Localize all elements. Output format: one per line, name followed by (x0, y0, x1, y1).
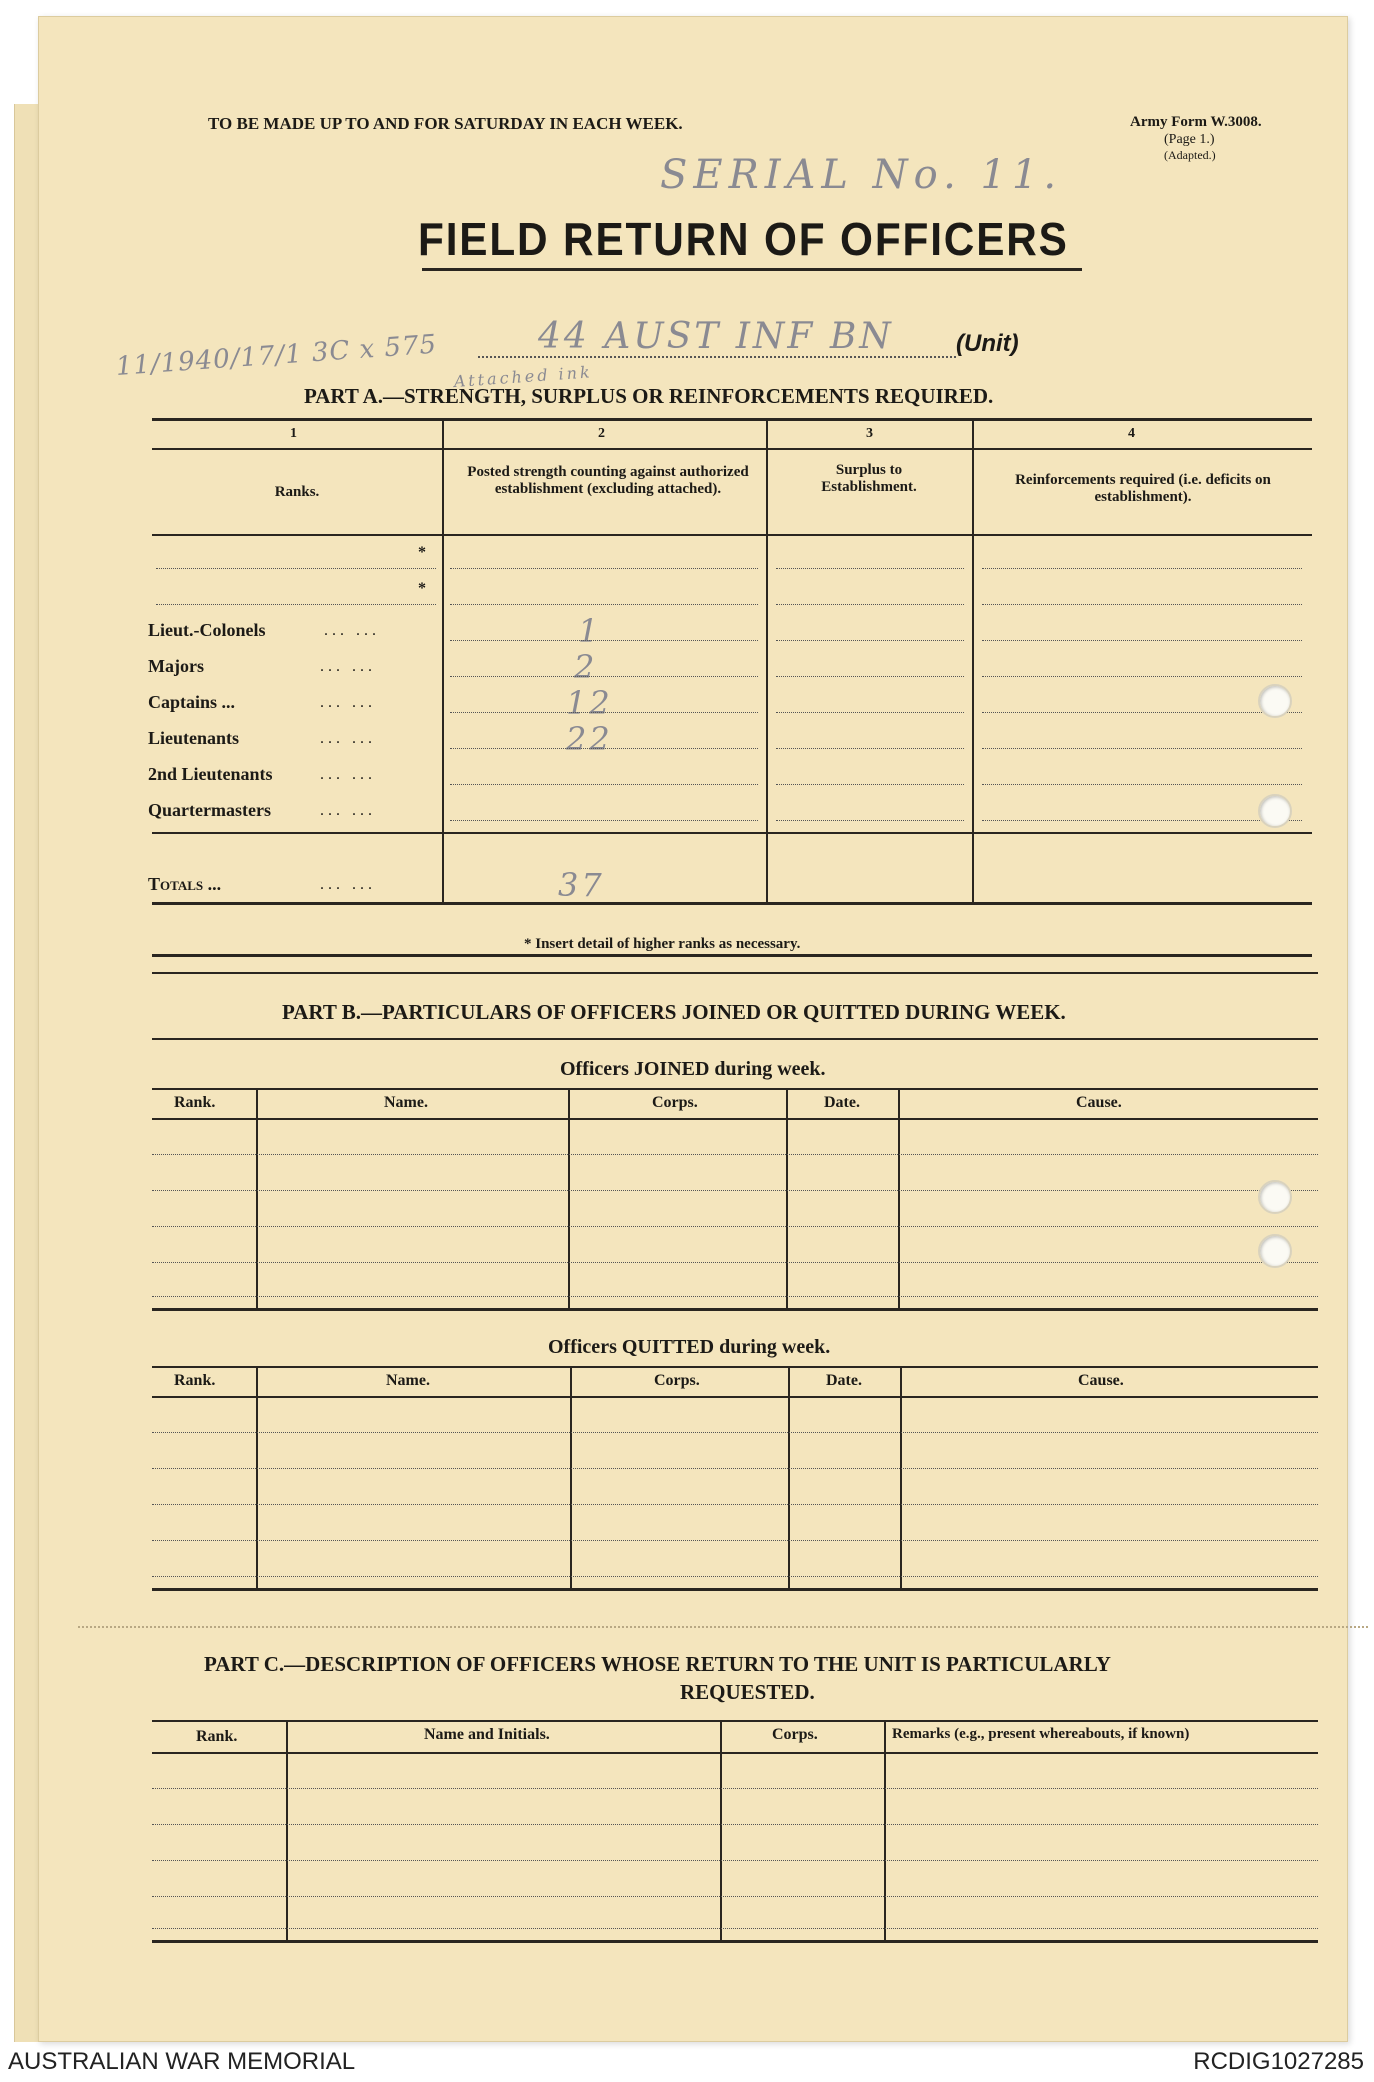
part-c-heading-line2: REQUESTED. (680, 1680, 815, 1704)
posted-lieut-colonels: 1 (578, 612, 602, 650)
column-number-1: 1 (290, 426, 297, 441)
header-ranks: Ranks. (274, 484, 320, 500)
quitted-title: Officers QUITTED during week. (548, 1336, 831, 1358)
col-name: Name. (384, 1094, 428, 1111)
column-number-4: 4 (1128, 426, 1135, 441)
rank-2nd-lieutenants: 2nd Lieutenants (148, 764, 273, 784)
rank-quartermasters: Quartermasters (148, 800, 271, 820)
title-underline (422, 268, 1082, 271)
punch-hole (1258, 1234, 1292, 1268)
page-title: FIELD RETURN OF OFFICERS (418, 213, 1069, 265)
part-b-heading: PART B.—PARTICULARS OF OFFICERS JOINED OR QUITTED DURING WEEK. (282, 1000, 1066, 1024)
top-instruction: TO BE MADE UP TO AND FOR SATURDAY IN EACH WEEK. (208, 114, 683, 133)
col-name: Name. (386, 1372, 430, 1389)
footer-archive-name: AUSTRALIAN WAR MEMORIAL (8, 2048, 356, 2075)
col-rank: Rank. (174, 1372, 216, 1389)
page-number: (Page 1.) (1164, 132, 1215, 147)
form-number: Army Form W.3008. (1130, 114, 1262, 130)
rank-lieutenants: Lieutenants (148, 728, 240, 748)
serial-number-handwritten: SERIAL No. 11. (660, 152, 1063, 198)
header-posted-strength: Posted strength counting against authorized establishment (excluding attached). (467, 464, 749, 497)
part-c-heading: PART C.—DESCRIPTION OF OFFICERS WHOSE RETURN TO THE UNIT IS PARTICULARLY (204, 1652, 1111, 1676)
totals-label: Totals ... (148, 874, 222, 894)
rank-lieut-colonels: Lieut.-Colonels (148, 620, 266, 640)
punch-hole (1258, 1180, 1292, 1214)
punch-hole (1258, 684, 1292, 718)
rank-majors: Majors (148, 656, 204, 676)
header-surplus: Surplus to Establishment. (821, 462, 917, 495)
posted-captains: 12 (566, 684, 613, 722)
joined-title: Officers JOINED during week. (560, 1058, 826, 1080)
unit-value-handwritten: 44 AUST INF BN (538, 316, 894, 357)
col-name-initials: Name and Initials. (424, 1726, 550, 1743)
posted-lieutenants: 22 (566, 720, 613, 758)
footer-catalog-id: RCDIG1027285 (1193, 2048, 1364, 2075)
col-corps: Corps. (654, 1372, 700, 1389)
part-a-heading: PART A.—STRENGTH, SURPLUS OR REINFORCEMENTS REQUIRED. (304, 384, 994, 408)
column-number-3: 3 (866, 426, 873, 441)
leader-dots: ... ... (320, 766, 376, 783)
col-rank: Rank. (196, 1728, 238, 1745)
adapted-note: (Adapted.) (1164, 148, 1216, 162)
punch-hole (1258, 794, 1292, 828)
col-corps: Corps. (772, 1726, 818, 1743)
perforation-line (78, 1626, 1368, 1628)
col-cause: Cause. (1078, 1372, 1124, 1389)
col-date: Date. (824, 1094, 860, 1111)
totals-value: 37 (558, 866, 605, 904)
leader-dots: ... ... (320, 730, 376, 747)
header-reinforcements: Reinforcements required (i.e. deficits on establishment). (1015, 472, 1271, 505)
unit-label: (Unit) (956, 330, 1019, 357)
column-number-2: 2 (598, 426, 605, 441)
leader-dots: ... ... (320, 876, 376, 893)
margin-note-handwritten: 11/1940/17/1 3C x 575 (114, 329, 438, 382)
col-remarks: Remarks (e.g., present whereabouts, if known) (892, 1726, 1190, 1742)
leader-dots: ... ... (320, 802, 376, 819)
leader-dots: ... ... (320, 658, 376, 675)
star-marker: * (418, 544, 426, 561)
part-a-footnote: * Insert detail of higher ranks as necessary. (524, 936, 801, 952)
star-marker: * (418, 580, 426, 597)
leader-dots: ... ... (320, 694, 376, 711)
margin-note-2-handwritten: Attached ink (453, 362, 594, 391)
col-rank: Rank. (174, 1094, 216, 1111)
form-sheet (38, 16, 1348, 2042)
col-date: Date. (826, 1372, 862, 1389)
leader-dots: ... ... (324, 622, 380, 639)
unit-dotted-line (478, 356, 956, 358)
rank-captains: Captains ... (148, 692, 236, 712)
col-corps: Corps. (652, 1094, 698, 1111)
col-cause: Cause. (1076, 1094, 1122, 1111)
posted-majors: 2 (574, 648, 598, 686)
